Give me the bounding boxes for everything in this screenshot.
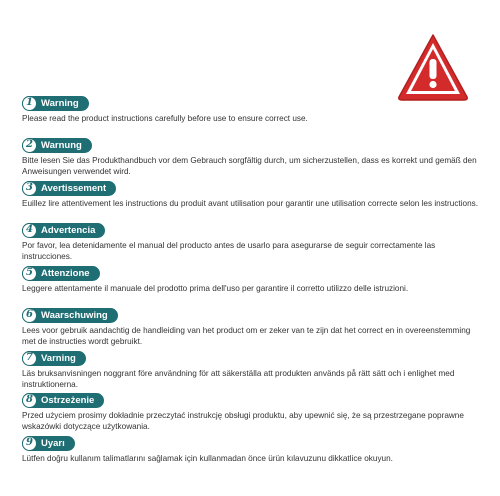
section-warning-pl xyxy=(22,389,482,432)
section-number: 9 xyxy=(22,436,37,451)
section-number: 8 xyxy=(22,393,37,408)
section-text: Please read the product instructions carefully before use to ensure correct use. xyxy=(22,114,308,123)
section-text: Läs bruksanvisningen noggrant före användning för att säkerställa att produkten används på rätt sätt och i enlighet med instruktionerna. xyxy=(22,369,455,389)
section-heading: Warning xyxy=(41,98,79,109)
section-heading: Avertissement xyxy=(41,183,107,194)
section-text: Lütfen doğru kullanım talimatlarını sağlamak için kullanmadan önce ürün kılavuzunu dikkatlice okuyun. xyxy=(22,454,393,463)
section-number: 3 xyxy=(22,181,37,196)
section-badge xyxy=(22,393,104,408)
section-text: Bitte lesen Sie das Produkthandbuch vor dem Gebrauch sorgfältig durch, um sicherzustellen, dass es korrekt und gemäß den Anweisungen verwendet wird. xyxy=(22,156,477,176)
section-number: 1 xyxy=(22,96,37,111)
section-number: 7 xyxy=(22,351,37,366)
section-text: Euillez lire attentivement les instructions du produit avant utilisation pour garantir une utilisation correcte selon les instructions. xyxy=(22,199,479,208)
section-heading: Varning xyxy=(41,353,76,364)
section-badge xyxy=(22,436,75,451)
section-heading: Ostrzeżenie xyxy=(41,395,95,406)
section-badge xyxy=(22,138,92,153)
section-number: 4 xyxy=(22,223,37,238)
section-warning-en xyxy=(22,92,482,125)
section-badge xyxy=(22,351,86,366)
section-badge xyxy=(22,181,116,196)
section-badge xyxy=(22,96,89,111)
section-heading: Uyarı xyxy=(41,438,65,449)
section-number: 5 xyxy=(22,266,37,281)
section-warning-it xyxy=(22,262,482,295)
section-heading: Attenzione xyxy=(41,268,90,279)
section-warning-fr xyxy=(22,177,482,210)
section-number: 2 xyxy=(22,138,37,153)
section-warning-sv xyxy=(22,347,482,390)
section-text: Lees voor gebruik aandachtig de handleiding van het product om er zeker van te zijn dat het correct en in overeenstemming met de instructies wordt gebruikt. xyxy=(22,326,471,346)
section-heading: Advertencia xyxy=(41,225,96,236)
section-heading: Warnung xyxy=(41,140,82,151)
section-warning-nl xyxy=(22,304,482,347)
section-warning-es xyxy=(22,219,482,262)
section-badge xyxy=(22,223,105,238)
section-heading: Waarschuwing xyxy=(41,310,108,321)
section-warning-tr xyxy=(22,432,482,465)
section-text: Por favor, lea detenidamente el manual del producto antes de usarlo para asegurarse de seguir correctamente las instrucciones. xyxy=(22,241,436,261)
section-number: 6 xyxy=(22,308,37,323)
section-badge xyxy=(22,308,118,323)
section-text: Przed użyciem prosimy dokładnie przeczytać instrukcję obsługi produktu, aby upewnić się, że są przestrzegane poprawne wskazówki dotyczące użytkowania. xyxy=(22,411,464,431)
section-badge xyxy=(22,266,100,281)
section-warning-de xyxy=(22,134,482,177)
section-text: Leggere attentamente il manuale del prodotto prima dell'uso per garantire il corretto utilizzo delle istruzioni. xyxy=(22,284,409,293)
